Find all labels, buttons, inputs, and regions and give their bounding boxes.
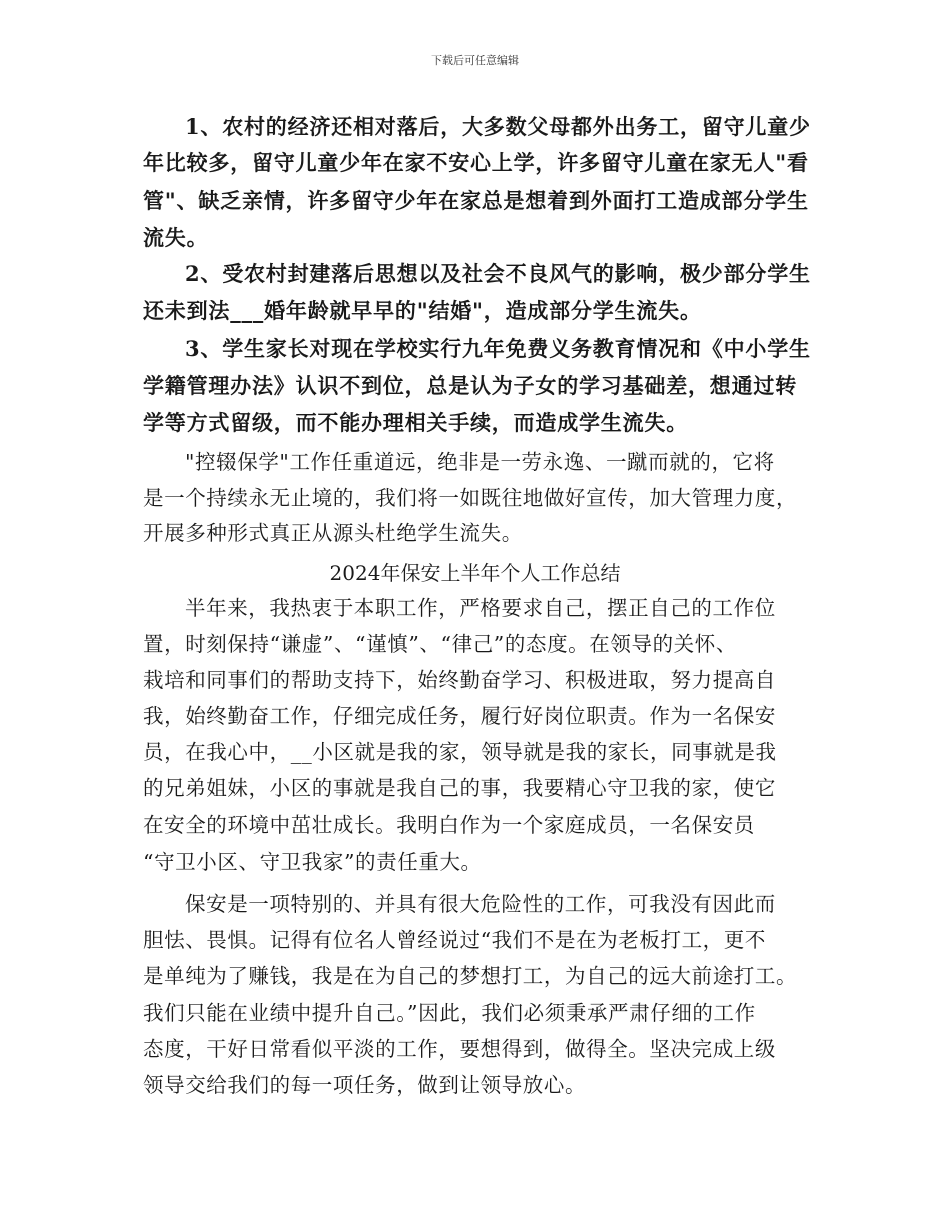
paragraph-line: 员，在我心中，__小区就是我的家，领导就是我的家长，同事就是我: [143, 740, 777, 764]
paragraph-line: “守卫小区、守卫我家”的责任重大。: [143, 850, 482, 874]
paragraph-line: 年比较多，留守儿童少年在家不安心上学，许多留守儿童在家无人"看: [143, 150, 809, 175]
paragraph-line: 态度，干好日常看似平淡的工作，要想得到，做得全。坚决完成上级: [143, 1037, 776, 1061]
paragraph-line: 我们只能在业绩中提升自己。”因此，我们必须秉承严肃仔细的工作: [143, 1001, 756, 1025]
paragraph-line: 还未到法___婚年龄就早早的"结婚"，造成部分学生流失。: [143, 298, 702, 323]
paragraph-line: 开展多种形式真正从源头杜绝学生流失。: [143, 521, 523, 545]
paragraph-line: 3、学生家长对现在学校实行九年免费义务教育情况和《中小学生: [185, 336, 811, 361]
paragraph-line: 的兄弟姐妹，小区的事就是我自己的事，我要精心守卫我的家，使它: [143, 776, 776, 800]
paragraph-line: 胆怯、畏惧。记得有位名人曾经说过“我们不是在为老板打工，更不: [143, 928, 766, 952]
paragraph-line: 流失。: [143, 225, 209, 250]
paragraph-line: 在安全的环境中茁壮成长。我明白作为一个家庭成员，一名保安员: [143, 813, 755, 837]
paragraph-line: 学等方式留级，而不能办理相关手续，而造成学生流失。: [143, 410, 688, 435]
paragraph-line: 学籍管理办法》认识不到位，总是认为子女的学习基础差，想通过转: [143, 373, 797, 398]
paragraph-line: 管"、缺乏亲情，许多留守少年在家总是想着到外面打工造成部分学生: [143, 188, 809, 213]
paragraph-line: 置，时刻保持“谦虚”、“谨慎”、“律己”的态度。在领导的关怀、: [143, 632, 737, 656]
paragraph-line: 是一个持续永无止境的，我们将一如既往地做好宣传，加大管理力度，: [143, 486, 798, 510]
paragraph-line: 栽培和同事们的帮助支持下，始终勤奋学习、积极进取，努力提高自: [143, 668, 776, 692]
paragraph-line: 半年来，我热衷于本职工作，严格要求自己，摆正自己的工作位: [185, 596, 776, 620]
paragraph-line: 保安是一项特别的、并具有很大危险性的工作，可我没有因此而: [185, 892, 776, 916]
paragraph-line: 领导交给我们的每一项任务，做到让领导放心。: [143, 1073, 587, 1097]
paragraph-line: 我，始终勤奋工作，仔细完成任务，履行好岗位职责。作为一名保安: [143, 704, 776, 728]
document-title: 2024年保安上半年个人工作总结: [329, 561, 621, 585]
paragraph-line: 是单纯为了赚钱，我是在为自己的梦想打工，为自己的远大前途打工。: [143, 964, 798, 988]
paragraph-line: 1、农村的经济还相对落后，大多数父母都外出务工，留守儿童少: [185, 114, 811, 139]
paragraph-line: "控辍保学"工作任重道远，绝非是一劳永逸、一蹴而就的，它将: [185, 450, 775, 474]
page-header: 下载后可任意编辑: [431, 54, 519, 67]
paragraph-line: 2、受农村封建落后思想以及社会不良风气的影响，极少部分学生: [185, 261, 811, 286]
